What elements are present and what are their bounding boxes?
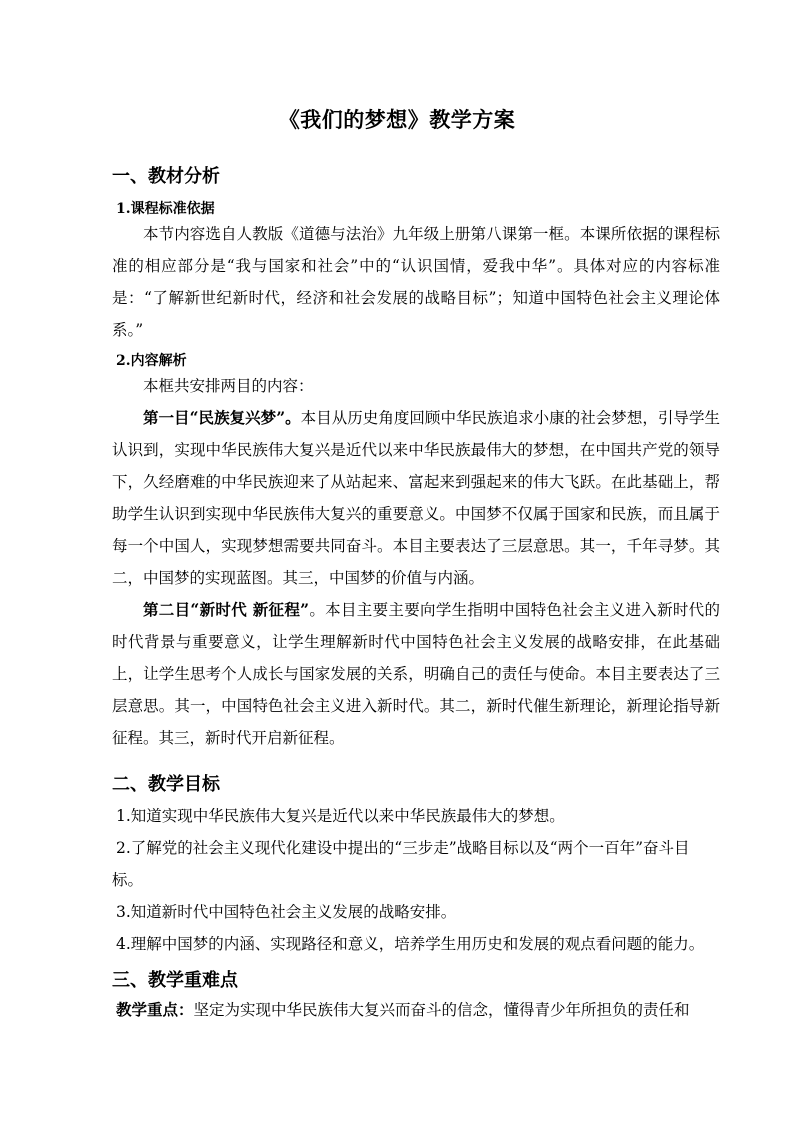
paragraph-second-topic [112,594,720,754]
document-title: 《我们的梦想》教学方案 [278,108,516,132]
objective-item: 4.理解中国梦的内涵、实现路径和意义，培养学生用历史和发展的观点看问题的能力。 [116,935,705,953]
subheading-content-analysis: 2.内容解析 [116,353,187,369]
paragraph-content-intro: 本框共安排两目的内容： [143,377,314,395]
paragraph-first-topic [112,402,720,594]
first-topic-lead: 第一目“民族复兴梦”。 [143,408,301,427]
first-topic-text: 本目从历史角度回顾中华民族追求小康的社会梦想，引导学生认识到，实现中华民族伟大复兴是近代以来中华民族最伟大的梦想，在中国共产党的领导下，久经磨难的中华民族迎来了从站起来、富起来到强起来的伟大飞跃。在此基础上，帮助学生认识到实现中华民族伟大复兴的重要意义。中国梦不仅属于国家和民族，而且属于每一个中国人，实现梦想需要共同奋斗。本目主要表达了三层意思。其一，千年寻梦。其二，中国梦的实现蓝图。其三，中国梦的价值与内涵。 [112,409,720,587]
objective-item: 1.知道实现中华民族伟大复兴是近代以来中华民族最伟大的梦想。 [116,807,565,825]
section-heading-objectives: 二、教学目标 [112,774,220,795]
objective-item: 3.知道新时代中国特色社会主义发展的战略安排。 [116,903,457,921]
second-topic-lead: 第二目“新时代 新征程” [143,600,310,619]
paragraph-curriculum-basis: 本节内容选自人教版《道德与法治》九年级上册第八课第一框。本课所依据的课程标准的相应部分是“我与国家和社会”中的“认识国情，爱我中华”。具体对应的内容标准是：“了解新世纪新时代，经济和社会发展的战略目标”；知道中国特色社会主义理论体系。” [112,225,720,339]
paragraph-key-points [112,994,720,1026]
document-body [112,162,720,1026]
second-topic-text: 。本目主要主要向学生指明中国特色社会主义进入新时代的时代背景与重要意义，让学生理解新时代中国特色社会主义发展的战略安排，在此基础上，让学生思考个人成长与国家发展的关系，明确自己的责任与使命。本目主要表达了三层意思。其一，中国特色社会主义进入新时代。其二，新时代催生新理论，新理论指导新征程。其三，新时代开启新征程。 [112,601,720,747]
section-heading-analysis: 一、教材分析 [112,166,220,187]
section-heading-key-points: 三、教学重难点 [112,970,238,991]
key-points-text: 坚定为实现中华民族伟大复兴而奋斗的信念，懂得青少年所担负的责任和 [193,1001,690,1019]
subheading-curriculum-basis: 1.课程标准依据 [116,201,215,217]
key-points-lead: 教学重点： [116,1000,194,1019]
objective-item: 2.了解党的社会主义现代化建设中提出的“三步走”战略目标以及“两个一百年”奋斗目标。 [112,839,690,889]
